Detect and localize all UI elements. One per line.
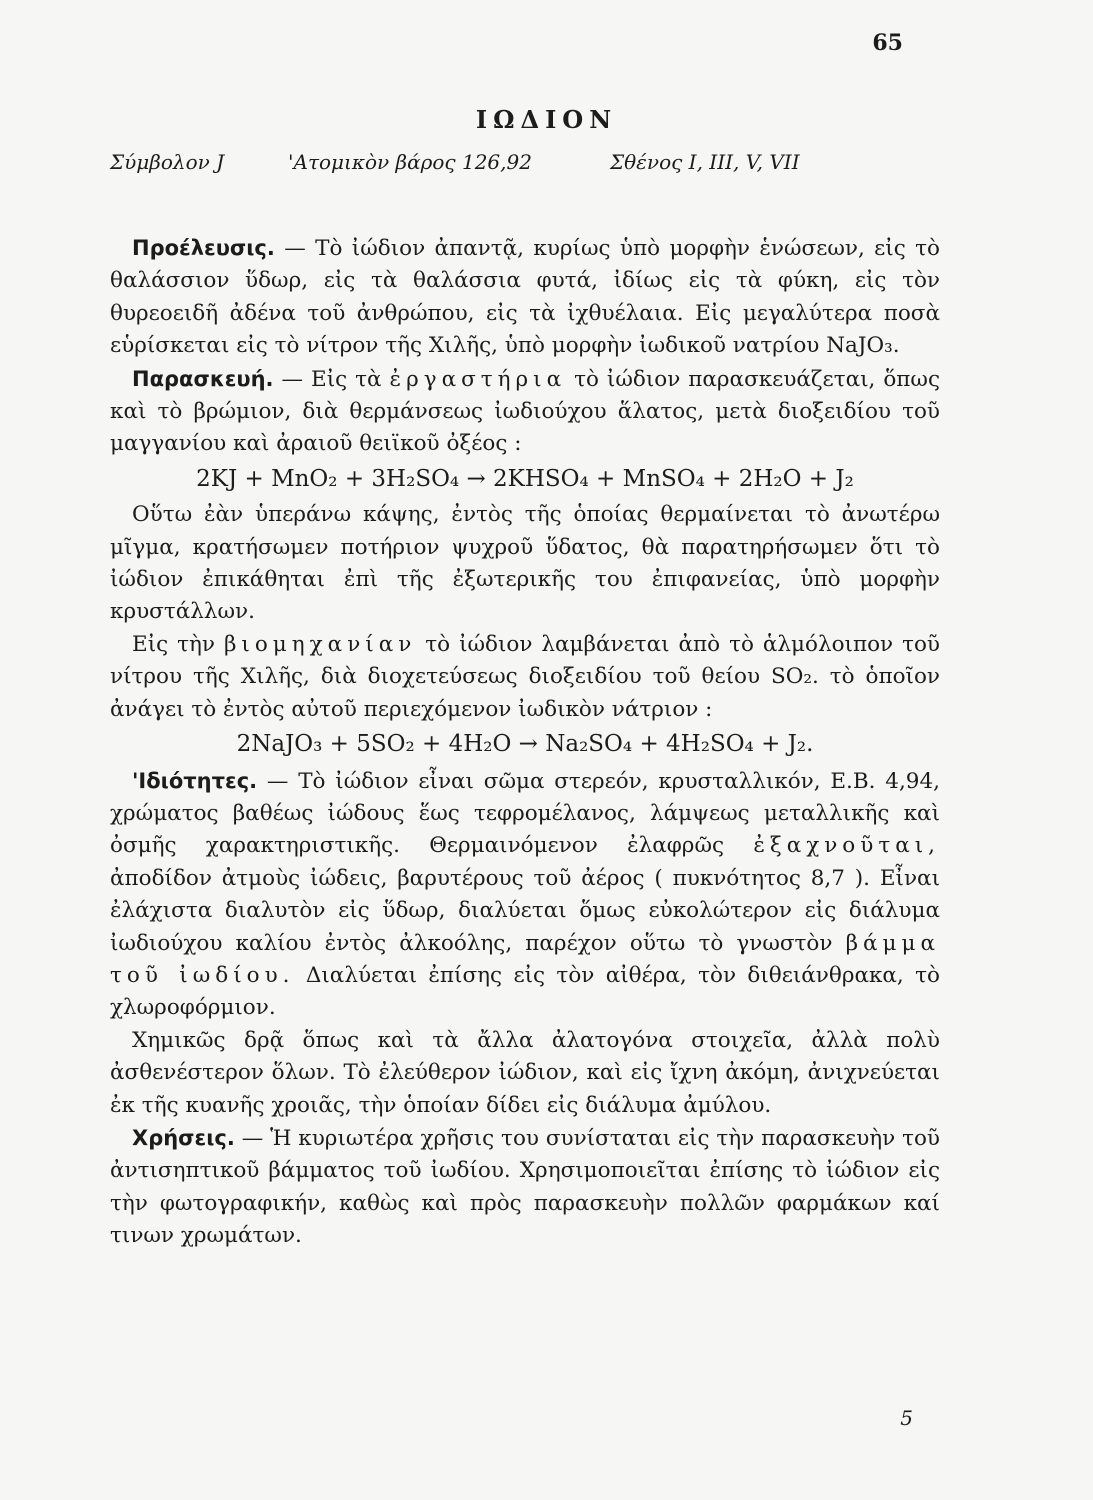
origin-paragraph [110, 232, 940, 363]
origin-heading: Προέλευσις. [132, 236, 275, 260]
preparation-paragraph [110, 363, 940, 461]
atomic-weight-label: 'Ατομικὸν βάρος 126,92 [288, 150, 532, 174]
properties-text-3: Διαλύεται ἐπίσης εἰς τὸν αἰθέρα, τὸν διθειάνθρακα, τὸ χλωροφόρμιον. [110, 962, 940, 1021]
preparation-heading: Παρασκευή. [132, 366, 274, 391]
origin-text: — Τὸ ἰώδιον ἀπαντᾷ, κυρίως ὑπὸ μορφὴν ἑνώσεων, εἰς τὸ θαλάσσιον ὕδωρ, εἰς τὰ θαλάσσια φυτά, ἰδίως εἰς τὰ φύκη, εἰς τὸν θυρεοειδῆ ἀδένα τοῦ ἀνθρώπου, εἰς τὰ ἰχθυέλαια. Εἰς μεγαλύτερα ποσὰ εὑρίσκεται εἰς τὸ νίτρον τῆς Χιλῆς, ὑπὸ μορφὴν ἰωδικοῦ νατρίου NaJO₃. [110, 236, 940, 359]
industry-paragraph [110, 629, 940, 726]
preparation-spaced-1: ἐργαστήρια [389, 366, 567, 392]
equation-1: 2KJ + MnO₂ + 3H₂SO₄ → 2KHSO₄ + MnSO₄ + 2H₂O + J₂ [196, 465, 854, 492]
uses-text: — Ἡ κυριωτέρα χρῆσις του συνίσταται εἰς τὴν παρασκευὴν τοῦ ἀντισηπτικοῦ βάμματος τοῦ ἰωδίου. Χρησιμοποιεῖται ἐπίσης τὸ ἰώδιον εἰς τὴν φωτογραφικήν, καθὼς καὶ πρὸς παρασκευὴν πολλῶν φαρμάκων καί τινων χρωμάτων. [110, 1125, 940, 1249]
properties-paragraph [110, 765, 940, 1025]
properties-text-2: ἀποδίδον ἀτμοὺς ἰώδεις, βαρυτέρους τοῦ ἀέρος ( πυκνότητος 8,7 ). Εἶναι ἐλάχιστα διαλυτὸν εἰς ὕδωρ, διαλύεται ὅμως εὐκολώτερον εἰς διάλυμα ἰωδιούχου καλίου ἐντὸς ἀλκοόλης, παρέχον οὕτω τὸ γνωστὸν [110, 865, 940, 956]
symbol-label: Σύμβολον J [110, 150, 225, 174]
preparation-text-1: — Εἰς τὰ [273, 366, 390, 392]
properties-spaced-2: βάμμα τοῦ ἰωδίου. [110, 930, 940, 988]
preparation-text-2: τὸ ἰώδιον παρασκευάζεται, ὅπως καὶ τὸ βρώμιον, διὰ θερμάνσεως ἰωδιούχου ἅλατος, μετὰ διοξειδίου τοῦ μαγγανίου καὶ ἀραιοῦ θειϊκοῦ ὀξέος : [110, 366, 941, 457]
industry-text-1: Εἰς τὴν [132, 631, 224, 657]
preparation-paragraph-2: Οὕτω ἐὰν ὑπεράνω κάψης, ἐντὸς τῆς ὁποίας θερμαίνεται τὸ ἀνωτέρω μῖγμα, κρατήσωμεν ποτήριον ψυχροῦ ὕδατος, θὰ παρατηρήσωμεν ὅτι τὸ ἰώδιον ἐπικάθηται ἐπὶ τῆς ἐξωτερικῆς του ἐπιφανείας, ὑπὸ μορφὴν κρυστάλλων. [110, 502, 940, 625]
signature-number: 5 [900, 1406, 913, 1430]
industry-spaced: βιομηχανίαν [223, 631, 417, 657]
page-number: 65 [872, 30, 903, 56]
body-text [110, 232, 940, 1253]
uses-heading: Χρήσεις. [132, 1125, 235, 1150]
page-title: ΙΩΔΙΟΝ [475, 105, 618, 134]
equation-2: 2NaJO₃ + 5SO₂ + 4H₂O → Na₂SO₄ + 4H₂SO₄ + J₂. [236, 731, 814, 758]
properties-spaced-1: ἐξαχνοῦται, [753, 833, 940, 859]
properties-heading: 'Ιδιότητες. [132, 768, 258, 793]
uses-paragraph [110, 1122, 940, 1253]
properties-text-1: — Τὸ ἰώδιον εἶναι σῶμα στερεόν, κρυσταλλικόν, Ε.Β. 4,94, χρώματος βαθέως ἰώδους ἕως τεφρομέλανος, λάμψεως μεταλλικῆς καὶ ὀσμῆς χαρακτηριστικῆς. Θερμαινόμενον ἐλαφρῶς [110, 768, 940, 859]
valence-label: Σθένος I, III, V, VII [610, 150, 800, 174]
industry-text-2: τὸ ἰώδιον λαμβάνεται ἀπὸ τὸ ἁλμόλοιπον τοῦ νίτρου τῆς Χιλῆς, διὰ διοχετεύσεως διοξειδίου τοῦ θείου SO₂. τὸ ὁποῖον ἀνάγει τὸ ἐντὸς αὐτοῦ περιεχόμενον ἰωδικὸν νάτριον : [110, 631, 940, 722]
properties-paragraph-2: Χημικῶς δρᾷ ὅπως καὶ τὰ ἄλλα ἀλατογόνα στοιχεῖα, ἀλλὰ πολὺ ἀσθενέστερον ὅλων. Τὸ ἐλεύθερον ἰώδιον, καὶ εἰς ἴχνη ἀκόμη, ἀνιχνεύεται ἐκ τῆς κυανῆς χροιᾶς, τὴν ὁποίαν δίδει εἰς διάλυμα ἀμύλου. [110, 1027, 940, 1118]
